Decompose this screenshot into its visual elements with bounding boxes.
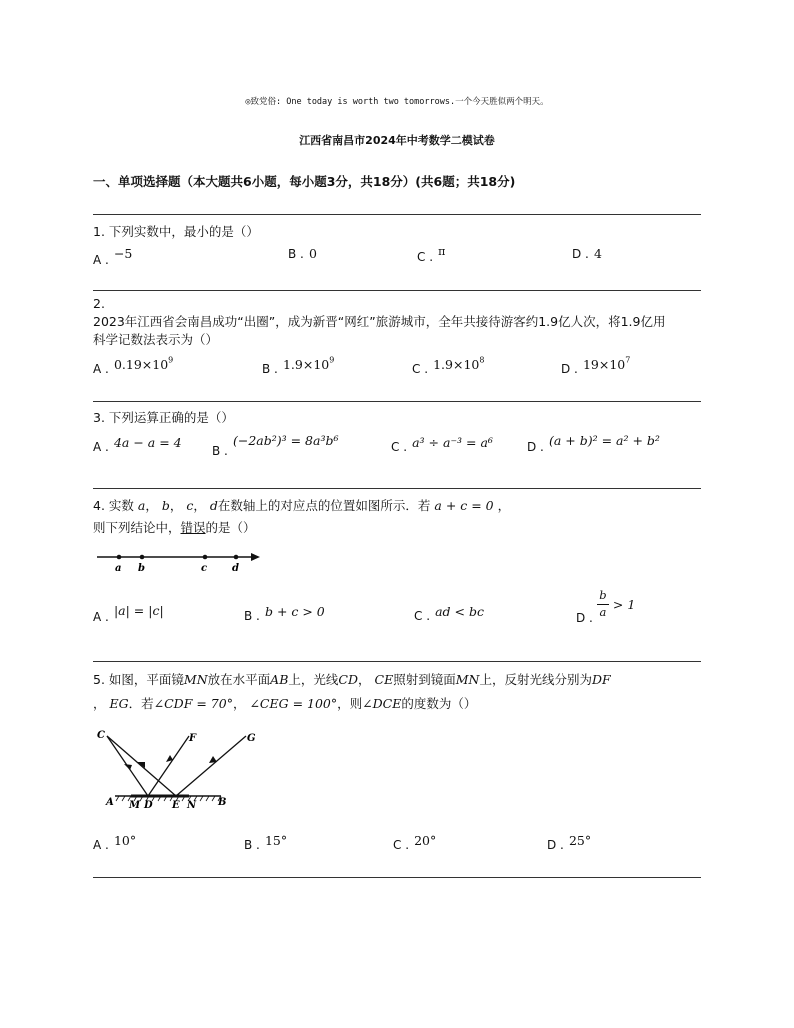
option-expr: 1.9×10: [282, 357, 330, 372]
option-expr: 20°: [414, 833, 437, 848]
q5-text: 照射到镜面: [393, 672, 456, 687]
q3-option-c[interactable]: [391, 432, 493, 454]
option-expr: 25°: [568, 833, 592, 848]
separator: ，: [497, 498, 511, 513]
q3-option-d[interactable]: [527, 430, 660, 454]
option-expr: π: [438, 245, 446, 258]
option-label: A .: [93, 253, 109, 267]
q4-option-c[interactable]: [414, 601, 484, 623]
q4-emphasis: 错误: [180, 520, 206, 535]
option-expr: 1.9×10: [433, 357, 480, 372]
option-label: B .: [262, 362, 278, 376]
q5-text: 上，光线: [288, 672, 339, 687]
label-e: E: [172, 800, 180, 811]
separator: ，: [232, 696, 246, 711]
var-mn: MN: [183, 672, 208, 687]
option-label: A .: [93, 362, 109, 376]
label-a: a: [115, 563, 122, 574]
q5-option-a[interactable]: [93, 830, 137, 852]
header-motto: ◎致党俗: One today is worth two tomorrows.一个今天胜似两个明天。: [245, 97, 549, 107]
arrow-icon: [209, 756, 217, 763]
var-cd: CD: [338, 672, 358, 687]
point-b: [140, 555, 145, 560]
q5-text: ，则: [337, 696, 363, 711]
q4-stem-prefix: 4. 实数: [93, 498, 134, 513]
point-c: [203, 555, 208, 560]
q1-option-b[interactable]: [288, 243, 317, 262]
option-expr: |a| = |c|: [113, 603, 164, 618]
q1-option-c[interactable]: [417, 243, 445, 262]
label-d: D: [144, 800, 153, 811]
separator: ，: [169, 498, 183, 513]
option-label: C .: [393, 838, 410, 852]
label-n: N: [187, 800, 197, 811]
q5-option-c[interactable]: [393, 830, 437, 852]
option-label: D .: [527, 440, 544, 454]
label-g: G: [247, 733, 256, 744]
q4-option-d[interactable]: [576, 588, 636, 625]
q4-stem-line2: [93, 518, 256, 536]
option-exponent: 9: [168, 355, 174, 365]
angle-cdf: ∠CDF = 70°: [153, 696, 233, 711]
q1-option-a[interactable]: [93, 243, 133, 267]
q5-stem-line1: [93, 670, 611, 688]
q5-text: 的度数为（）: [401, 696, 477, 711]
q2-number: 2.: [93, 296, 105, 311]
label-d: d: [232, 563, 239, 574]
var-ab: AB: [270, 672, 289, 687]
option-expr: 4: [593, 246, 602, 261]
var-a: a: [137, 498, 146, 513]
section-heading: 一、单项选择题（本大题共6小题，每小题3分，共18分）(共6题；共18分): [93, 174, 516, 189]
option-label: C .: [414, 609, 431, 623]
option-exponent: 8: [479, 355, 485, 365]
option-label: D .: [572, 247, 589, 261]
option-label: B .: [244, 838, 260, 852]
q5-text: 上，反射光线分别为: [479, 672, 592, 687]
var-df: DF: [591, 672, 611, 687]
option-exponent: 9: [329, 355, 335, 365]
divider: [93, 214, 701, 215]
option-expr: 10°: [113, 833, 137, 848]
option-expr: 0.19×10: [113, 357, 169, 372]
option-expr: > 1: [612, 596, 636, 612]
option-expr: 15°: [264, 833, 288, 848]
q2-option-c[interactable]: [412, 354, 485, 376]
q4-condition: a + c = 0: [434, 498, 494, 513]
label-c: c: [201, 563, 208, 574]
fraction-denominator: a: [599, 604, 607, 619]
var-b: b: [161, 498, 170, 513]
q5-text: 5. 如图，平面镜: [93, 672, 184, 687]
option-exponent: 7: [625, 355, 631, 365]
var-eg: EG: [109, 696, 129, 711]
option-expr: −5: [113, 246, 133, 261]
separator: ，: [93, 696, 106, 711]
label-c: C: [97, 730, 105, 741]
option-label: D .: [561, 362, 578, 376]
angle-ceg: ∠CEG = 100°: [249, 696, 338, 711]
option-label: C .: [412, 362, 429, 376]
var-ce: CE: [374, 672, 394, 687]
q4-line2-post: 的是（）: [205, 520, 256, 535]
label-b: B: [218, 797, 227, 808]
arrow-icon: [124, 764, 132, 770]
q2-option-d[interactable]: [561, 354, 631, 376]
option-expr: ad < bc: [435, 604, 484, 619]
divider: [93, 661, 701, 662]
option-expr: b + c > 0: [264, 604, 325, 619]
option-label: A .: [93, 838, 109, 852]
option-label: D .: [547, 838, 564, 852]
q4-stem-mid: 在数轴上的对应点的位置如图所示．若: [217, 498, 431, 513]
label-m: M: [129, 800, 141, 811]
label-f: F: [189, 733, 197, 744]
option-label: B .: [288, 247, 304, 261]
option-label: A .: [93, 610, 109, 624]
option-expr: a³ ÷ a⁻³ = a⁶: [412, 435, 493, 450]
option-label: C .: [417, 250, 434, 264]
q2-stem-line2: 科学记数法表示为（）: [93, 332, 219, 347]
q2-option-b[interactable]: [262, 354, 335, 376]
q3-option-a[interactable]: [93, 432, 182, 454]
q4-stem-line1: [93, 496, 510, 514]
q4-line2-pre: 则下列结论中，: [93, 520, 181, 535]
ray-df: [148, 736, 189, 796]
var-c: c: [186, 498, 194, 513]
divider: [93, 401, 701, 402]
option-expr: 19×10: [582, 357, 626, 372]
ray-eg: [176, 736, 246, 796]
divider: [93, 877, 701, 878]
separator: ，: [358, 672, 371, 687]
option-label: B .: [244, 609, 260, 623]
option-expr: (−2ab²)³ = 8a³b⁶: [232, 433, 339, 448]
fraction: [597, 590, 609, 618]
option-label: C .: [391, 440, 408, 454]
point-a: [117, 555, 122, 560]
q2-option-a[interactable]: [93, 354, 174, 376]
q1-option-d[interactable]: [572, 243, 602, 262]
label-b: b: [138, 563, 145, 574]
option-expr: 0: [308, 246, 317, 261]
q4-option-b[interactable]: [244, 601, 325, 623]
q5-text: ．若: [128, 696, 154, 711]
label-a: A: [106, 797, 114, 808]
q4-option-a[interactable]: [93, 600, 164, 624]
separator: ，: [193, 498, 206, 513]
q5-text: 放在水平面: [207, 672, 271, 687]
exam-title: 江西省南昌市2024年中考数学二模试卷: [299, 134, 495, 147]
option-expr: (a + b)² = a² + b²: [548, 433, 660, 448]
point-d: [234, 555, 239, 560]
number-line-figure: [93, 545, 268, 575]
option-label: A .: [93, 440, 109, 454]
q3-option-b[interactable]: [212, 430, 339, 458]
angle-dce: ∠DCE: [362, 696, 402, 711]
q5-stem-line2: [93, 694, 476, 712]
var-d: d: [209, 498, 218, 513]
option-expr: 4a − a = 4: [113, 435, 182, 450]
separator: ，: [145, 498, 158, 513]
mirror-reflection-figure: [93, 722, 256, 817]
option-label: D .: [576, 611, 593, 625]
arrow-head-icon: [251, 553, 260, 561]
q5-option-d[interactable]: [547, 830, 592, 852]
q5-option-b[interactable]: [244, 830, 288, 852]
var-mn: MN: [455, 672, 480, 687]
q1-stem: 1. 下列实数中，最小的是（）: [93, 224, 259, 239]
fraction-numerator: b: [599, 588, 607, 602]
divider: [93, 290, 701, 291]
divider: [93, 488, 701, 489]
q2-stem-line1: 2023年江西省会南昌成功“出圈”，成为新晋“网红”旅游城市，全年共接待游客约1.9亿人次，将1.9亿用: [93, 314, 666, 329]
q3-stem: 3. 下列运算正确的是（）: [93, 410, 234, 425]
option-label: B .: [212, 444, 228, 458]
